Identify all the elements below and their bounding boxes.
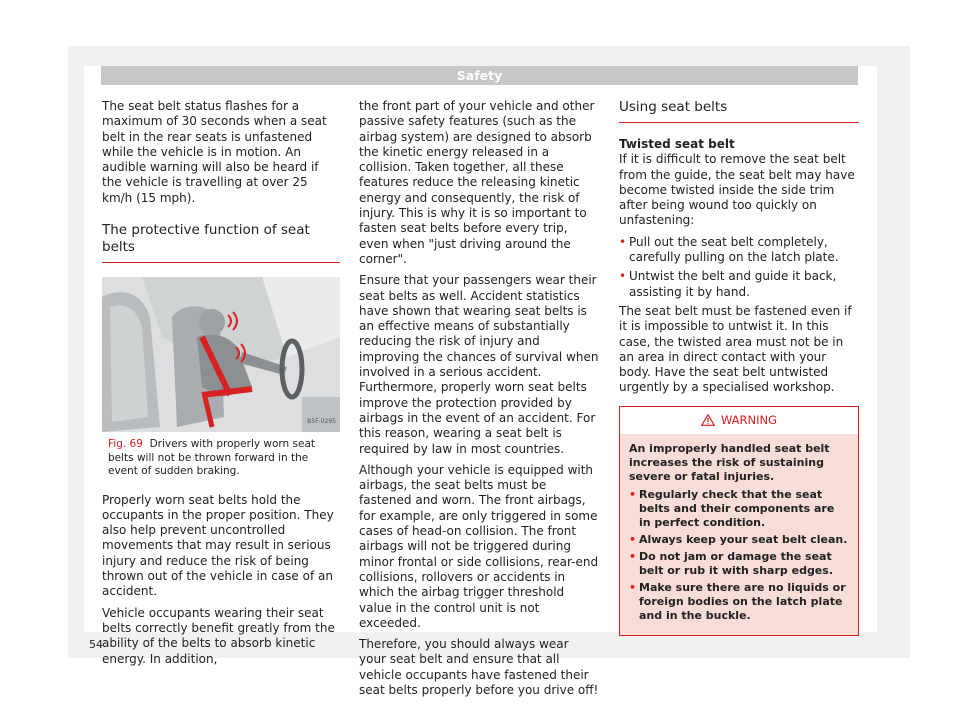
warning-box [619, 406, 859, 636]
warning-header [620, 407, 858, 434]
warning-label: WARNING [720, 412, 778, 427]
paragraph: The seat belt status flashes for a maximum of 30 seconds when a seat belt in the rear seats is unfastened while the vehicle is in motion. An audible warning will also be heard if the vehicle is travelling at over 25 km/h (15 mph). [102, 99, 327, 205]
warning-item: • Regularly check that the seat belts and their components are in perfect condition. [629, 488, 835, 530]
section-title: The protective function of seat belts [102, 222, 340, 263]
figure-code: B5F-0295 [307, 417, 336, 425]
warning-body [620, 434, 858, 635]
warning-item: • Do not jam or damage the seat belt or rub it with sharp edges. [629, 550, 833, 578]
paragraph: If it is difficult to remove the seat belt from the guide, the seat belt may have become twisted inside the side trim after being wound too quickly on unfastening: [619, 152, 855, 228]
caption-text: Drivers with properly worn seat belts will not be thrown forward in the event of sudden braking. [108, 438, 316, 478]
paragraph: Therefore, you should always wear your seat belt and ensure that all vehicle occupants have fastened their seat belts properly before you drive off! [359, 637, 599, 697]
paragraph: Vehicle occupants wearing their seat belts correctly benefit greatly from the ability of the belts to absorb kinetic energy. In addition, [102, 605, 335, 666]
column-2 [359, 99, 599, 704]
warning-item: • Always keep your seat belt clean. [629, 533, 848, 547]
warning-intro: An improperly handled seat belt increases the risk of sustaining severe or fatal injuries. [629, 442, 830, 484]
header-bar [101, 66, 858, 85]
bullet-icon: • [629, 488, 637, 502]
column-1 [102, 99, 340, 673]
bullet-icon: • [629, 533, 637, 547]
paragraph: Although your vehicle is equipped with airbags, the seat belts must be fastened and worn. The front airbags, for example, are only triggered in some cases of head-on collision. The front airbags will not be triggered during minor frontal or side collisions, rear-end collisions, rollovers or accidents in which the airbag trigger threshold value in the control unit is not exceeded. [359, 462, 599, 630]
paragraph: The seat belt must be fastened even if it is impossible to untwist it. In this case, the twisted area must not be in an area in direct contact with your body. Have the seat belt untwisted urgently by a specialised workshop. [619, 303, 852, 395]
seat-belt-illustration [102, 277, 340, 432]
paragraph: the front part of your vehicle and other passive safety features (such as the airbag system) are designed to absorb the kinetic energy released in a collision. Taken together, all these features reduce the releasing kinetic energy and consequently, the risk of injury. This is why it is so important to fasten seat belts before every trip, even when "just driving around the corner". [359, 99, 595, 266]
figure-seat-belt-illustration [102, 277, 340, 432]
bullet-icon: • [629, 581, 637, 595]
bullet-icon: • [629, 550, 637, 564]
list-item: • Pull out the seat belt completely, carefully pulling on the latch plate. [619, 234, 839, 265]
list-item: • Untwist the belt and guide it back, assisting it by hand. [619, 269, 837, 299]
warning-triangle-icon [701, 414, 715, 426]
page-number: 54 [89, 638, 103, 651]
subheading: Twisted seat belt [619, 137, 735, 151]
figure-caption [102, 438, 340, 479]
warning-item: • Make sure there are no liquids or foreign bodies on the latch plate and in the buckle. [629, 581, 846, 623]
column-3 [619, 99, 859, 636]
paragraph: Properly worn seat belts hold the occupants in the proper position. They also help prevent uncontrolled movements that may result in serious injury and reduce the risk of being thrown out of the vehicle in case of an accident. [102, 492, 334, 599]
paragraph: Ensure that your passengers wear their seat belts as well. Accident statistics have shown that wearing seat belts is an effective means of substantially reducing the risk of injury and improving the chances of survival when involved in a serious accident. Furthermore, properly worn seat belts improve the protection provided by airbags in the event of an accident. For this reason, wearing a seat belt is required by law in most countries. [359, 273, 599, 456]
bullet-icon: • [619, 269, 627, 284]
caption-label: Fig. 69 [108, 438, 143, 451]
section-title: Using seat belts [619, 99, 859, 123]
bullet-icon: • [619, 234, 627, 249]
header-title: Safety [456, 68, 503, 83]
